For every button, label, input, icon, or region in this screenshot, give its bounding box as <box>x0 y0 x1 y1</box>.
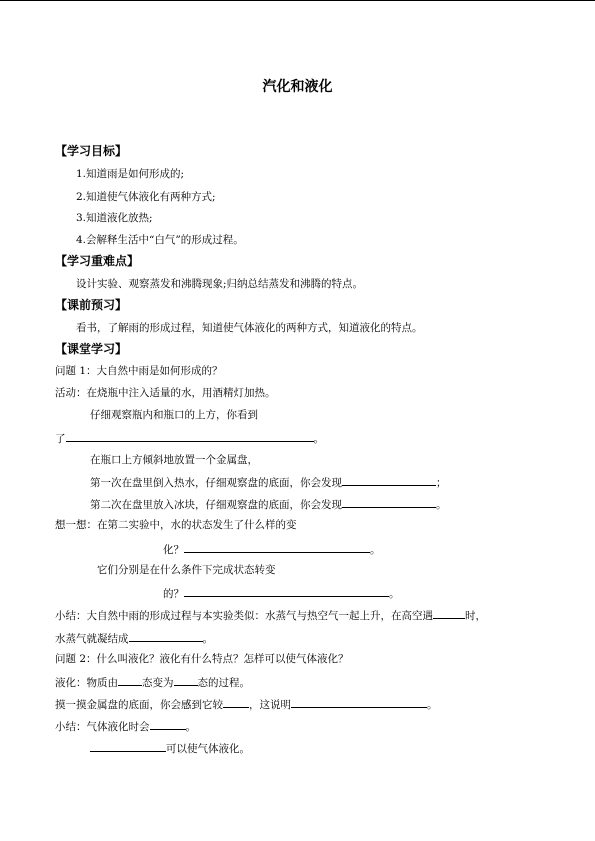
liquefaction-line <box>55 674 250 690</box>
period: 。 <box>427 699 438 711</box>
think-answer-line <box>163 541 381 557</box>
key-points-text: 设计实验、观察蒸发和沸腾现象;归纳总结蒸发和沸腾的特点。 <box>76 278 364 290</box>
second-trial-text: 第二次在盘里放入冰块，仔细观察盘的底面，你会发现 <box>90 499 342 511</box>
answer-blank[interactable] <box>184 585 389 597</box>
summary-1-continuation: 水蒸气就凝结成 <box>55 633 129 645</box>
period: 。 <box>185 721 196 733</box>
think2-text: 它们分别是在什么条件下完成状态转变 <box>97 564 276 576</box>
period: 。 <box>436 499 447 511</box>
answer-blank[interactable] <box>342 474 436 486</box>
period: 。 <box>389 588 400 600</box>
second-trial-line <box>90 496 447 512</box>
answer-blank[interactable] <box>66 430 314 442</box>
goal-item: 2.知道使气体液化有两种方式; <box>76 191 216 203</box>
summary-2-text: 小结：气体液化时会 <box>55 721 150 733</box>
summary-1-text-end: 时， <box>465 610 486 622</box>
activity-text: 活动：在烧瓶中注入适量的水，用酒精灯加热。 <box>55 387 276 399</box>
first-trial-line <box>90 474 447 490</box>
section-heading-class: 【课堂学习】 <box>55 342 128 356</box>
think2-answer-line <box>163 585 400 601</box>
observe-text: 仔细观察瓶内和瓶口的上方，你看到 <box>90 409 258 421</box>
think2-continuation: 的？ <box>163 588 184 600</box>
answer-blank[interactable] <box>90 740 166 752</box>
period: 。 <box>202 633 213 645</box>
think-text: 想一想：在第二实验中，水的状态发生了什么样的变 <box>55 519 297 531</box>
answer-blank[interactable] <box>118 674 142 686</box>
first-trial-text: 第一次在盘里倒入热水，仔细观察盘的底面，你会发现 <box>90 477 342 489</box>
answer-blank[interactable] <box>150 718 186 730</box>
summary-1-cont-line <box>55 630 213 646</box>
section-heading-preview: 【课前预习】 <box>55 298 128 312</box>
liquefaction-text: 液化：物质由 <box>55 677 118 689</box>
answer-blank[interactable] <box>223 696 249 708</box>
observe-answer-line <box>55 430 324 446</box>
summary-1-text: 小结：大自然中雨的形成过程与本实验类似：水蒸气与热空气一起上升，在高空遇 <box>55 610 433 622</box>
preview-text: 看书，了解雨的形成过程，知道使气体液化的两种方式，知道液化的特点。 <box>76 322 423 334</box>
answer-blank[interactable] <box>184 541 370 553</box>
observe-continuation: 了 <box>55 433 66 445</box>
summary-1-line <box>55 607 486 623</box>
touch-text: 摸一摸金属盘的底面，你会感到它较 <box>55 699 223 711</box>
touch-line <box>55 696 438 712</box>
touch-text-mid: ，这说明 <box>249 699 291 711</box>
section-heading-key-points: 【学习重难点】 <box>55 254 140 268</box>
goal-item: 4.会解释生活中“白气”的形成过程。 <box>76 234 244 246</box>
section-heading-goals: 【学习目标】 <box>55 144 128 158</box>
answer-blank[interactable] <box>342 496 436 508</box>
last-text: 可以使气体液化。 <box>166 743 250 755</box>
question-2: 问题 2：什么叫液化？液化有什么特点？怎样可以使气体液化？ <box>55 653 349 665</box>
period: 。 <box>313 433 324 445</box>
goal-item: 3.知道液化放热; <box>76 212 153 224</box>
plate-text: 在瓶口上方倾斜地放置一个金属盘， <box>90 454 258 466</box>
liquefaction-text-mid: 态变为 <box>142 677 174 689</box>
summary-2-line <box>55 718 196 734</box>
last-line <box>90 740 250 756</box>
answer-blank[interactable] <box>291 696 427 708</box>
semicolon: ； <box>436 477 447 489</box>
liquefaction-text-end: 态的过程。 <box>197 677 250 689</box>
answer-blank[interactable] <box>129 630 203 642</box>
answer-blank[interactable] <box>174 674 198 686</box>
question-1: 问题 1：大自然中雨是如何形成的？ <box>55 365 223 377</box>
answer-blank[interactable] <box>433 607 465 619</box>
think-continuation: 化？ <box>163 544 184 556</box>
page-title: 汽化和液化 <box>262 79 333 95</box>
goal-item: 1.知道雨是如何形成的; <box>76 168 185 180</box>
top-border-line <box>0 0 595 1</box>
period: 。 <box>370 544 381 556</box>
